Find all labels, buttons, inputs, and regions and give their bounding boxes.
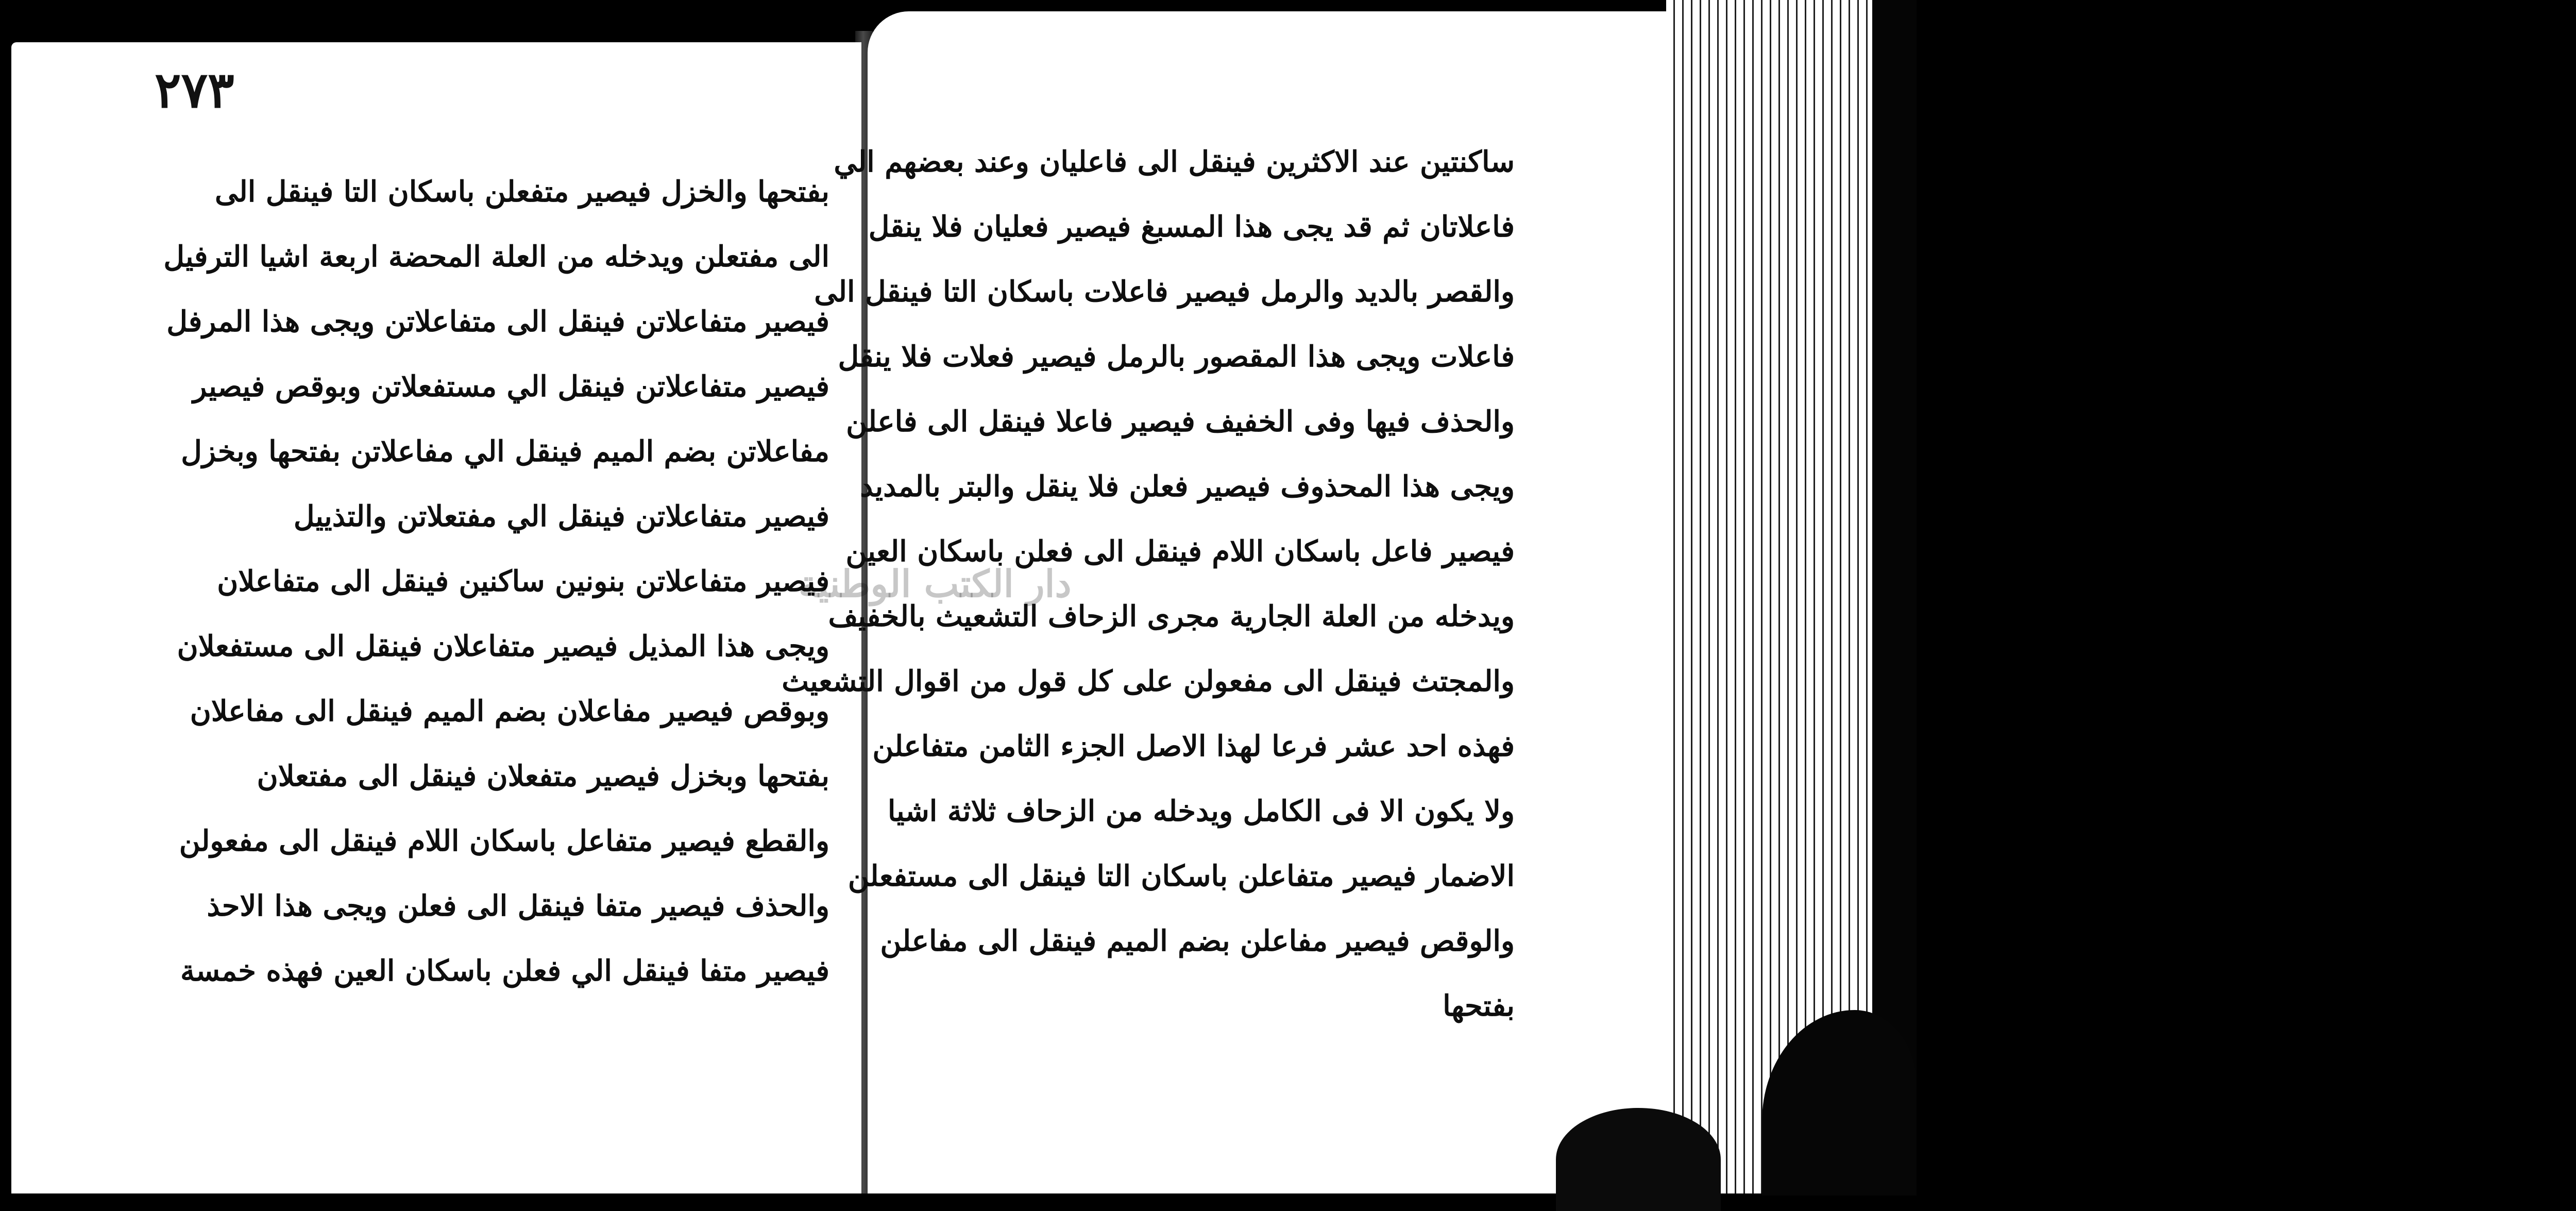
text-line: والوقص فيصير مفاعلن بضم الميم فينقل الى مفاعلن [880,924,1515,958]
text-line: والحذف فيها وفى الخفيف فيصير فاعلا فينقل الى فاعلن [846,405,1515,439]
text-line: فيصير متفاعلاتن فينقل الى متفاعلاتن ويجى هذا المرفل [166,305,829,339]
library-watermark: دار الكتب الوطنية [799,562,1072,606]
left-page-text [139,177,829,1021]
text-line: والقصر بالديد والرمل فيصير فاعلات باسكان التا فينقل الى [814,275,1515,309]
text-line: فهذه احد عشر فرعا لهذا الاصل الجزء الثامن متفاعلن [872,729,1515,763]
text-line: والقطع فيصير متفاعل باسكان اللام فينقل الى مفعولن [179,824,829,858]
text-line: ويدخله من العلة الجارية مجرى الزحاف التشعيث بالخفيف [828,599,1515,633]
text-line: والحذف فيصير متفا فينقل الى فعلن ويجى هذا الاحذ [207,889,829,923]
page-number: ٢٧٣ [155,61,234,119]
text-line: فاعلات ويجى هذا المقصور بالرمل فيصير فعلات فلا ينقل [838,340,1515,374]
text-line: فيصير فاعل باسكان اللام فينقل الى فعلن باسكان العين [845,534,1515,568]
text-line: ويجى هذا المذيل فيصير متفاعلان فينقل الى مستفعلان [177,629,829,663]
text-line: وبوقص فيصير مفاعلان بضم الميم فينقل الى مفاعلان [190,694,829,728]
text-line: ولا يكون الا فى الكامل ويدخله من الزحاف ثلاثة اشيا [887,794,1515,828]
text-line: بفتحها والخزل فيصير متفعلن باسكان التا فينقل الى [214,175,829,209]
book-edge-shadow [1872,0,1917,1193]
text-line: فاعلاتان ثم قد يجى هذا المسبغ فيصير فعليان فلا ينقل [868,210,1515,244]
text-line: بفتحها وبخزل فيصير متفعلان فينقل الى مفتعلان [257,759,829,793]
text-line: الاضمار فيصير متفاعلن باسكان التا فينقل الى مستفعلن [848,859,1515,893]
text-line: الى مفتعلن ويدخله من العلة المحضة اربعة اشيا الترفيل [163,240,829,274]
finger-holding-page [1556,1108,1721,1211]
text-line: ساكنتين عند الاكثرين فينقل الى فاعليان وعند بعضهم الي [834,145,1515,179]
text-line: ويجى هذا المحذوف فيصير فعلن فلا ينقل والبتر بالمديد [860,469,1515,503]
text-line: بفتحها [1443,989,1515,1023]
text-line: فيصير متفاعلاتن فينقل الي مفتعلاتن والتذييل [293,499,829,533]
text-line: فيصير متفاعلاتن فينقل الي مستفعلاتن وبوقص فيصير [193,369,829,403]
text-line: فيصير متفاعلاتن بنونين ساكنين فينقل الى متفاعلان [217,564,829,598]
text-line: والمجتث فينقل الى مفعولن على كل قول من اقوال التشعيث [782,664,1515,698]
text-line: فيصير متفا فينقل الي فعلن باسكان العين فهذه خمسة [180,954,829,988]
text-line: مفاعلاتن بضم الميم فينقل الي مفاعلاتن بفتحها وبخزل [181,434,829,468]
